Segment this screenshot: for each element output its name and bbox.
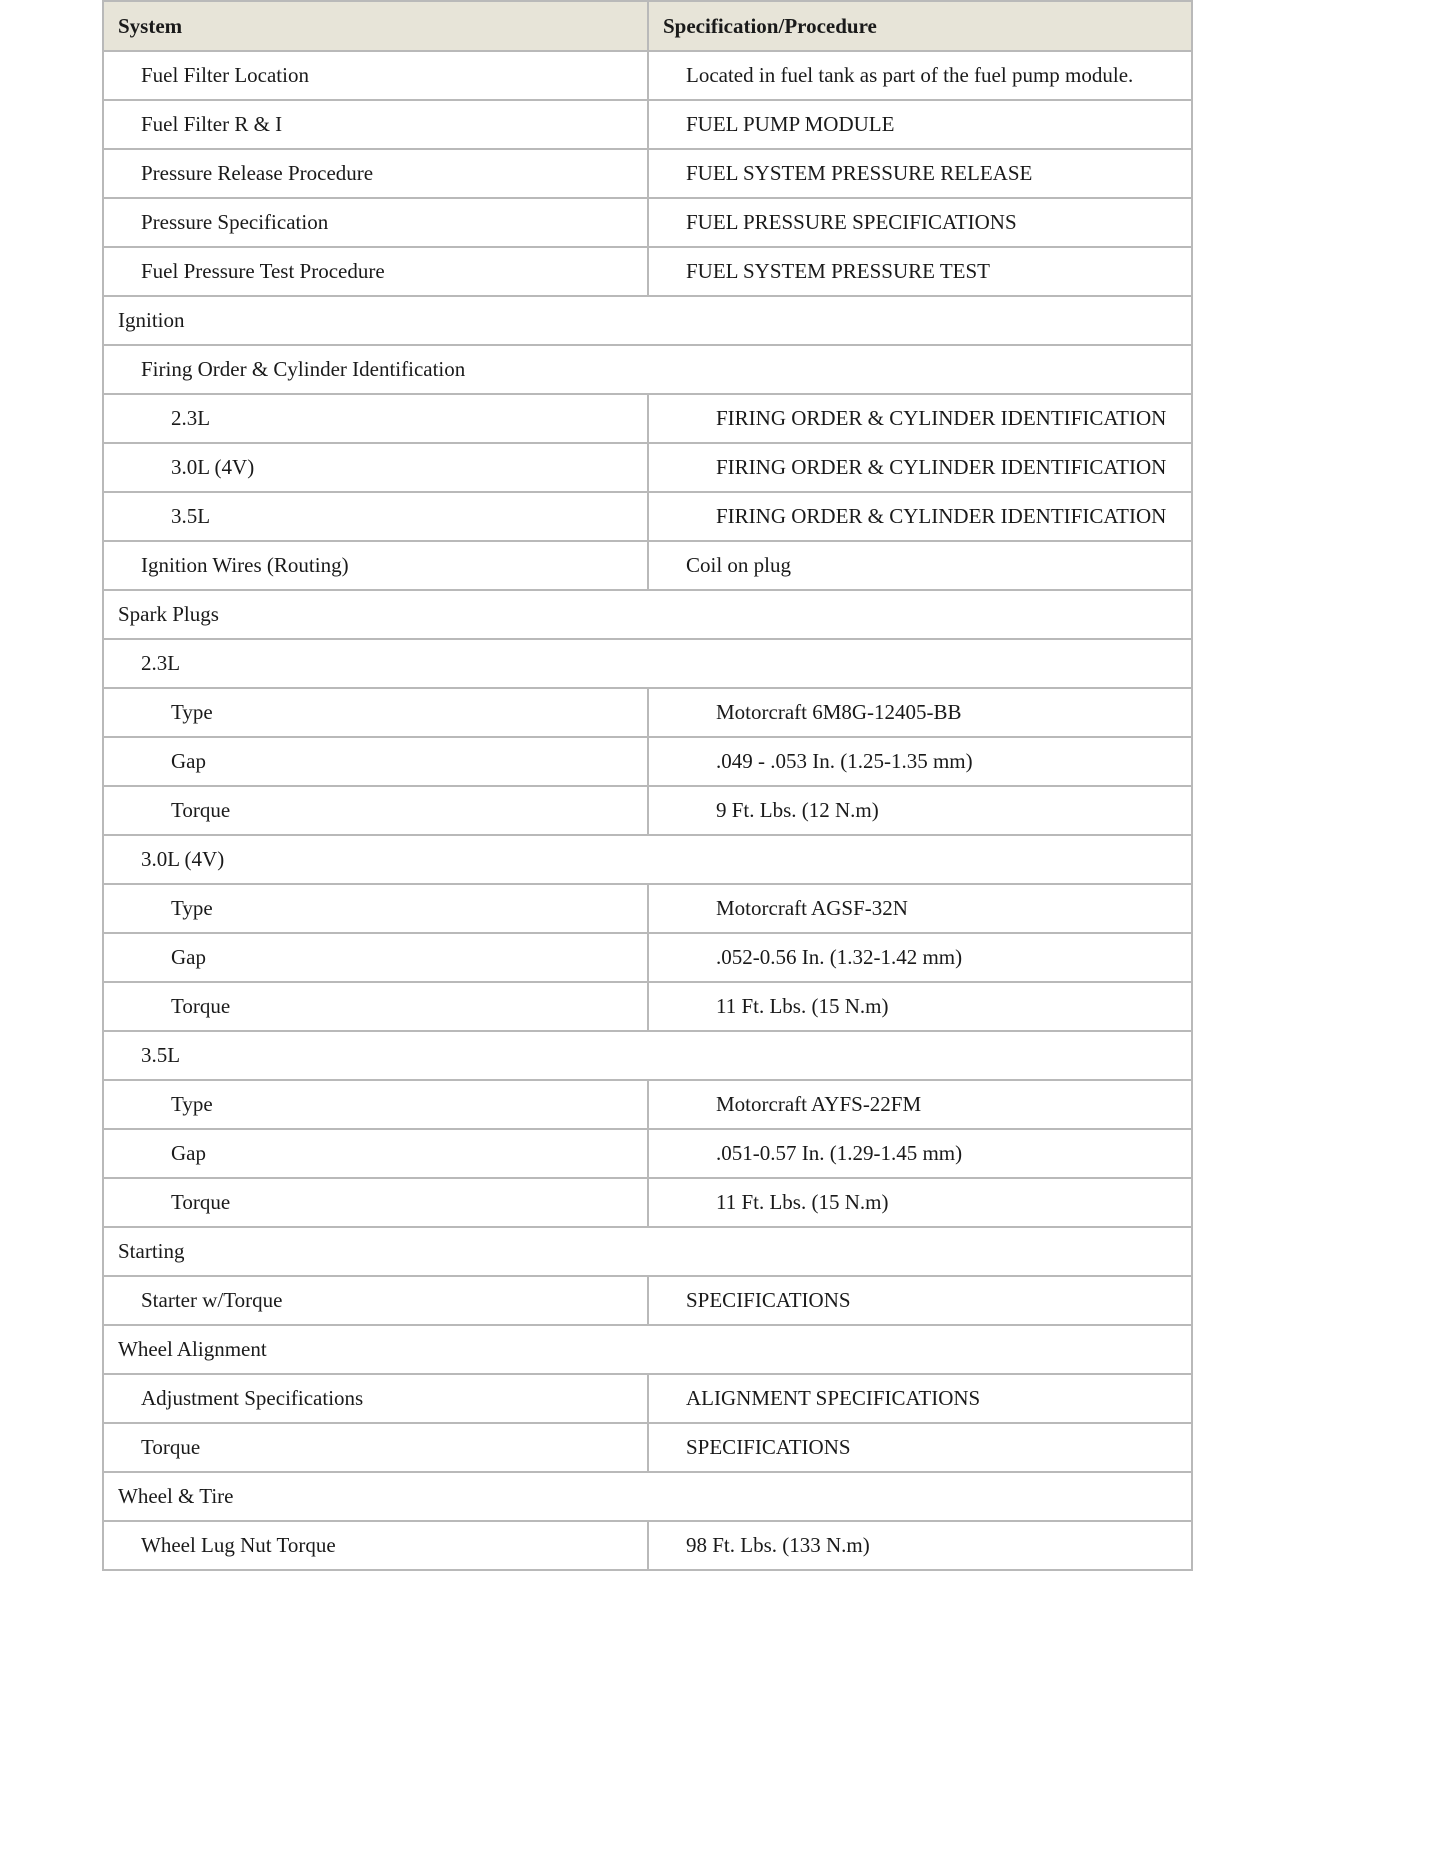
specification-cell: .049 - .053 In. (1.25-1.35 mm) [648, 737, 1192, 786]
section-row [103, 835, 1192, 884]
table-row [103, 982, 1192, 1031]
table-row [103, 394, 1192, 443]
table-row [103, 737, 1192, 786]
table-row [103, 1521, 1192, 1570]
specification-cell: .052-0.56 In. (1.32-1.42 mm) [648, 933, 1192, 982]
specification-cell: SPECIFICATIONS [648, 1423, 1192, 1472]
table-body [103, 51, 1192, 1570]
table-row [103, 1374, 1192, 1423]
specification-cell: Located in fuel tank as part of the fuel pump module. [648, 51, 1192, 100]
system-cell: Adjustment Specifications [103, 1374, 648, 1423]
specification-cell: ALIGNMENT SPECIFICATIONS [648, 1374, 1192, 1423]
system-cell: Ignition Wires (Routing) [103, 541, 648, 590]
table-row [103, 884, 1192, 933]
section-row [103, 590, 1192, 639]
table-row [103, 443, 1192, 492]
section-label: Wheel & Tire [103, 1472, 1192, 1521]
table-row [103, 198, 1192, 247]
system-cell: Torque [103, 1423, 648, 1472]
section-row [103, 296, 1192, 345]
table-row [103, 149, 1192, 198]
system-cell: Type [103, 1080, 648, 1129]
table-row [103, 492, 1192, 541]
specification-cell: 98 Ft. Lbs. (133 N.m) [648, 1521, 1192, 1570]
system-cell: Starter w/Torque [103, 1276, 648, 1325]
system-cell: Pressure Specification [103, 198, 648, 247]
system-cell: Torque [103, 786, 648, 835]
section-row [103, 1472, 1192, 1521]
table-row [103, 688, 1192, 737]
specification-cell: Motorcraft 6M8G-12405-BB [648, 688, 1192, 737]
system-cell: Wheel Lug Nut Torque [103, 1521, 648, 1570]
header-system: System [103, 1, 648, 51]
table-row [103, 1080, 1192, 1129]
system-cell: 3.0L (4V) [103, 443, 648, 492]
specification-cell: FIRING ORDER & CYLINDER IDENTIFICATION [648, 443, 1192, 492]
system-cell: Fuel Filter R & I [103, 100, 648, 149]
specification-cell: 11 Ft. Lbs. (15 N.m) [648, 982, 1192, 1031]
table-row [103, 786, 1192, 835]
system-cell: Fuel Pressure Test Procedure [103, 247, 648, 296]
section-row [103, 345, 1192, 394]
specification-cell: 9 Ft. Lbs. (12 N.m) [648, 786, 1192, 835]
table-row [103, 1423, 1192, 1472]
system-cell: Gap [103, 933, 648, 982]
specification-cell: FIRING ORDER & CYLINDER IDENTIFICATION [648, 492, 1192, 541]
section-row [103, 1325, 1192, 1374]
specification-cell: FUEL PUMP MODULE [648, 100, 1192, 149]
table-row [103, 247, 1192, 296]
specification-cell: FUEL SYSTEM PRESSURE TEST [648, 247, 1192, 296]
specification-cell: Coil on plug [648, 541, 1192, 590]
table-header [103, 1, 1192, 51]
table-row [103, 933, 1192, 982]
section-label: Wheel Alignment [103, 1325, 1192, 1374]
system-cell: Pressure Release Procedure [103, 149, 648, 198]
system-cell: Type [103, 884, 648, 933]
section-label: Firing Order & Cylinder Identification [103, 345, 1192, 394]
system-cell: Gap [103, 737, 648, 786]
specifications-table [102, 0, 1193, 1571]
system-cell: Type [103, 688, 648, 737]
table-row [103, 51, 1192, 100]
system-cell: Gap [103, 1129, 648, 1178]
specification-cell: 11 Ft. Lbs. (15 N.m) [648, 1178, 1192, 1227]
table-row [103, 1178, 1192, 1227]
system-cell: Torque [103, 1178, 648, 1227]
specification-cell: .051-0.57 In. (1.29-1.45 mm) [648, 1129, 1192, 1178]
specification-cell: FUEL PRESSURE SPECIFICATIONS [648, 198, 1192, 247]
system-cell: Torque [103, 982, 648, 1031]
table-row [103, 1276, 1192, 1325]
header-specification-procedure: Specification/Procedure [648, 1, 1192, 51]
specification-cell: FIRING ORDER & CYLINDER IDENTIFICATION [648, 394, 1192, 443]
specification-cell: Motorcraft AYFS-22FM [648, 1080, 1192, 1129]
section-label: 3.0L (4V) [103, 835, 1192, 884]
specification-cell: Motorcraft AGSF-32N [648, 884, 1192, 933]
section-label: Spark Plugs [103, 590, 1192, 639]
specification-cell: SPECIFICATIONS [648, 1276, 1192, 1325]
header-row [103, 1, 1192, 51]
section-label: 2.3L [103, 639, 1192, 688]
section-label: Ignition [103, 296, 1192, 345]
section-label: 3.5L [103, 1031, 1192, 1080]
system-cell: Fuel Filter Location [103, 51, 648, 100]
table-row [103, 100, 1192, 149]
section-row [103, 1031, 1192, 1080]
section-label: Starting [103, 1227, 1192, 1276]
table-row [103, 1129, 1192, 1178]
section-row [103, 639, 1192, 688]
system-cell: 2.3L [103, 394, 648, 443]
system-cell: 3.5L [103, 492, 648, 541]
section-row [103, 1227, 1192, 1276]
specification-cell: FUEL SYSTEM PRESSURE RELEASE [648, 149, 1192, 198]
table-row [103, 541, 1192, 590]
